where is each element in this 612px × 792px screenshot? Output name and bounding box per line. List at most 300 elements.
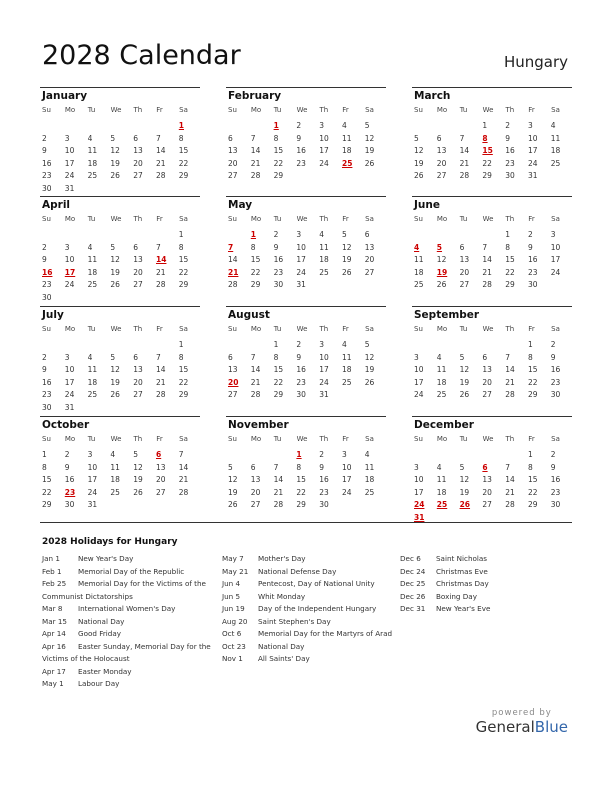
weekday-label: Su: [414, 215, 423, 223]
holiday-date: Dec 6: [400, 554, 421, 563]
day-cell: 24: [319, 377, 329, 387]
day-cell: 2: [319, 450, 324, 459]
day-cell: 13: [228, 146, 238, 155]
day-cell: 10: [64, 255, 75, 264]
day-cell: 19: [110, 377, 120, 387]
day-cell: 2: [42, 242, 47, 252]
day-cell: 22: [178, 158, 189, 168]
day-cell: 21: [250, 158, 261, 168]
weekday-label: Su: [42, 435, 51, 443]
day-cell: 13: [436, 146, 447, 155]
day-cell: 20: [364, 255, 375, 264]
day-cell: 4: [341, 121, 347, 130]
day-cell: 16: [42, 158, 52, 168]
day-cell: 6: [133, 133, 138, 143]
day-cell: 27: [482, 500, 492, 509]
day-cell: 8: [296, 462, 302, 472]
holiday-item: [222, 553, 397, 566]
day-cell: 25: [110, 487, 120, 497]
holiday-name: Pentecost, Day of National Unity: [258, 579, 375, 588]
day-cell: 25: [550, 158, 561, 168]
day-cell: 8: [178, 242, 184, 252]
day-cell: 23: [42, 280, 52, 289]
weekday-label: Fr: [528, 106, 535, 114]
day-cell: 22: [296, 487, 306, 497]
holiday-day-cell: 21: [228, 267, 239, 277]
day-cell: 3: [414, 462, 419, 472]
day-cell: 26: [364, 158, 375, 168]
day-cell: 29: [527, 390, 538, 399]
holiday-date: Oct 6: [222, 629, 242, 638]
day-cell: 22: [273, 377, 284, 387]
holiday-date: May 7: [222, 554, 244, 563]
day-cell: 5: [414, 133, 419, 143]
day-cell: 28: [155, 171, 166, 180]
day-cell: 8: [527, 462, 533, 472]
empty-cell: [458, 449, 481, 462]
day-cell: 18: [364, 475, 375, 484]
day-cell: 14: [250, 365, 261, 374]
empty-cell: [503, 339, 526, 352]
day-cell: 28: [178, 487, 189, 497]
day-cell: 11: [341, 352, 352, 362]
day-cell: 26: [364, 377, 375, 387]
holiday-name: Day of the Independent Hungary: [258, 604, 377, 613]
day-cell: 9: [296, 352, 302, 362]
holiday-day-cell: 1: [296, 450, 302, 459]
month-september: [412, 306, 572, 402]
empty-cell: [131, 339, 154, 352]
day-cell: 19: [459, 377, 470, 387]
day-cell: 6: [250, 462, 256, 472]
day-cell: 23: [319, 487, 329, 497]
weekday-label: We: [296, 215, 308, 223]
day-cell: 16: [505, 146, 515, 155]
weekday-label: Su: [228, 215, 237, 223]
weekday-label: Fr: [156, 435, 163, 443]
day-cell: 17: [64, 377, 75, 387]
holiday-date: Dec 24: [400, 566, 426, 576]
holiday-item: [42, 603, 217, 616]
day-cell: 9: [273, 242, 279, 252]
day-grid: [412, 449, 572, 524]
empty-cell: [226, 120, 249, 133]
weekday-header: [40, 432, 200, 445]
weekday-label: Mo: [64, 325, 76, 333]
day-cell: 10: [319, 352, 329, 362]
holiday-item: [42, 678, 217, 691]
day-cell: 4: [436, 352, 442, 362]
day-cell: 31: [527, 171, 538, 180]
section-divider: [40, 522, 572, 523]
day-cell: 2: [64, 450, 70, 459]
empty-cell: [458, 339, 481, 352]
weekday-label: We: [110, 215, 122, 223]
day-cell: 24: [87, 487, 98, 497]
day-cell: 5: [364, 340, 370, 349]
weekday-label: We: [110, 106, 122, 114]
day-cell: 17: [319, 146, 329, 155]
weekday-header: [226, 432, 386, 445]
empty-cell: [154, 229, 177, 242]
weekday-label: Tu: [87, 106, 96, 114]
day-cell: 20: [133, 267, 143, 277]
day-cell: 14: [228, 255, 238, 264]
day-cell: 17: [527, 146, 538, 155]
weekday-label: Mo: [250, 106, 262, 114]
empty-cell: [412, 339, 435, 352]
day-cell: 25: [319, 267, 329, 277]
day-cell: 6: [228, 133, 233, 143]
month-march: [412, 87, 572, 183]
empty-cell: [435, 449, 458, 462]
month-february: [226, 87, 386, 183]
day-cell: 12: [133, 462, 143, 472]
day-cell: 25: [87, 171, 98, 180]
day-cell: 27: [133, 390, 143, 399]
day-cell: 23: [550, 377, 561, 387]
day-grid: [40, 339, 200, 414]
weekday-label: Sa: [551, 106, 560, 114]
day-cell: 18: [87, 158, 98, 168]
holiday-column: [222, 553, 397, 666]
day-cell: 31: [64, 402, 75, 412]
weekday-label: Th: [505, 435, 515, 443]
day-cell: 10: [414, 475, 424, 484]
day-cell: 2: [42, 133, 47, 143]
day-cell: 15: [178, 365, 189, 374]
weekday-header: [40, 212, 200, 225]
brand-logo: [476, 708, 568, 736]
day-cell: 29: [273, 171, 284, 180]
holiday-item: [42, 578, 217, 603]
weekday-label: Mo: [64, 106, 76, 114]
day-cell: 2: [505, 121, 510, 130]
month-january: [40, 87, 200, 195]
month-june: [412, 196, 572, 292]
day-grid: [226, 449, 386, 512]
holiday-name: New Year's Eve: [436, 604, 491, 613]
holiday-item: [222, 628, 397, 641]
holiday-date: Jun 4: [222, 579, 241, 588]
holiday-item: [42, 616, 217, 629]
weekday-label: Fr: [342, 215, 349, 223]
day-cell: 7: [459, 133, 465, 143]
weekday-label: Th: [133, 435, 143, 443]
day-cell: 23: [550, 487, 561, 497]
day-cell: 10: [341, 462, 352, 472]
page-title: 2028 Calendar: [42, 40, 241, 71]
day-cell: 24: [550, 267, 561, 277]
day-cell: 19: [228, 487, 238, 497]
holiday-name: Easter Monday: [78, 666, 132, 676]
day-cell: 5: [110, 133, 116, 143]
day-cell: 28: [155, 280, 166, 289]
day-cell: 3: [64, 242, 70, 252]
day-cell: 13: [250, 475, 261, 484]
day-cell: 11: [87, 365, 98, 374]
day-cell: 1: [482, 121, 488, 130]
day-cell: 4: [341, 340, 347, 349]
day-cell: 5: [110, 352, 116, 362]
day-cell: 23: [505, 158, 515, 168]
day-cell: 9: [42, 365, 47, 374]
day-cell: 5: [110, 242, 116, 252]
weekday-label: Tu: [273, 106, 282, 114]
holiday-day-cell: 26: [459, 500, 471, 509]
weekday-label: Th: [133, 215, 143, 223]
day-cell: 22: [527, 377, 538, 387]
holiday-item: [222, 653, 397, 666]
month-october: [40, 416, 200, 512]
day-cell: 18: [87, 377, 98, 387]
day-cell: 9: [550, 462, 556, 472]
day-cell: 21: [505, 377, 515, 387]
day-cell: 26: [436, 280, 447, 289]
day-cell: 26: [133, 487, 143, 497]
holiday-date: Apr 14: [42, 629, 66, 638]
month-name: August: [228, 309, 270, 321]
day-cell: 14: [482, 255, 492, 264]
day-cell: 25: [87, 390, 98, 399]
day-cell: 10: [64, 365, 75, 374]
empty-cell: [108, 229, 131, 242]
day-cell: 12: [228, 475, 238, 484]
day-cell: 26: [110, 280, 120, 289]
day-cell: 1: [178, 230, 184, 239]
day-cell: 5: [364, 121, 370, 130]
day-cell: 24: [64, 390, 75, 399]
holiday-name: Whit Monday: [258, 591, 306, 601]
day-cell: 2: [42, 352, 47, 362]
day-cell: 12: [110, 146, 120, 155]
day-cell: 14: [178, 462, 189, 472]
holiday-name: Mother's Day: [258, 554, 306, 563]
empty-cell: [154, 120, 177, 133]
empty-cell: [480, 339, 503, 352]
empty-cell: [86, 339, 109, 352]
day-cell: 24: [527, 158, 538, 168]
day-cell: 19: [110, 267, 120, 277]
holiday-date: Feb 1: [42, 566, 62, 576]
weekday-label: Sa: [551, 215, 560, 223]
day-cell: 4: [87, 242, 93, 252]
holiday-name: Memorial Day for the Martyrs of Arad: [258, 629, 393, 638]
day-cell: 15: [527, 475, 538, 484]
holiday-item: [222, 616, 397, 629]
weekday-label: Su: [42, 325, 51, 333]
day-cell: 11: [414, 255, 424, 264]
month-august: [226, 306, 386, 402]
day-cell: 29: [178, 390, 189, 399]
holiday-date: Mar 8: [42, 604, 63, 613]
holiday-day-cell: 17: [64, 267, 76, 277]
empty-cell: [458, 120, 481, 133]
month-name: January: [42, 90, 88, 102]
weekday-label: Mo: [436, 435, 448, 443]
day-cell: 19: [364, 365, 375, 374]
day-cell: 10: [296, 242, 306, 252]
weekday-label: Su: [414, 325, 423, 333]
day-cell: 1: [505, 230, 510, 239]
weekday-label: Tu: [459, 215, 468, 223]
day-cell: 5: [459, 352, 465, 362]
holiday-item: [400, 578, 575, 591]
day-cell: 24: [296, 267, 306, 277]
weekday-label: Fr: [528, 435, 535, 443]
day-cell: 8: [505, 242, 510, 252]
day-cell: 20: [482, 487, 492, 497]
day-cell: 11: [319, 242, 329, 252]
day-cell: 24: [64, 280, 75, 289]
day-cell: 13: [482, 365, 492, 374]
day-cell: 18: [436, 377, 447, 387]
holiday-day-cell: 24: [414, 500, 425, 509]
holiday-day-cell: 23: [64, 487, 76, 497]
day-cell: 24: [64, 171, 75, 180]
day-cell: 15: [273, 146, 284, 155]
weekday-label: We: [110, 325, 122, 333]
day-cell: 21: [505, 487, 515, 497]
weekday-label: Fr: [342, 325, 349, 333]
holiday-day-cell: 20: [228, 377, 239, 387]
weekday-label: Mo: [64, 435, 76, 443]
weekday-header: [412, 103, 572, 116]
day-cell: 14: [155, 365, 166, 374]
holiday-date: May 21: [222, 566, 249, 576]
day-cell: 2: [550, 340, 556, 349]
day-cell: 3: [341, 450, 347, 459]
weekday-label: Fr: [342, 435, 349, 443]
empty-cell: [63, 120, 86, 133]
day-cell: 14: [273, 475, 284, 484]
day-cell: 18: [87, 267, 98, 277]
holiday-day-cell: 6: [155, 450, 162, 459]
day-cell: 3: [319, 121, 324, 130]
day-cell: 30: [296, 390, 306, 399]
month-name: April: [42, 199, 71, 211]
holiday-item: [222, 641, 397, 654]
day-cell: 5: [228, 462, 233, 472]
weekday-label: Tu: [87, 325, 96, 333]
day-cell: 10: [527, 133, 538, 143]
day-cell: 8: [178, 133, 184, 143]
holiday-item: [42, 553, 217, 566]
weekday-label: Tu: [273, 325, 282, 333]
day-cell: 8: [273, 133, 279, 143]
weekday-label: Su: [42, 106, 51, 114]
holiday-name: Memorial Day for the Victims of the Communist Dictatorships: [42, 579, 206, 601]
weekday-label: Sa: [551, 325, 560, 333]
holiday-date: Oct 23: [222, 641, 246, 651]
holiday-column: [400, 553, 575, 616]
weekday-label: Mo: [250, 215, 262, 223]
month-may: [226, 196, 386, 292]
day-cell: 12: [110, 255, 120, 264]
day-cell: 21: [155, 158, 166, 168]
day-cell: 11: [110, 462, 120, 472]
holiday-item: [222, 566, 397, 579]
day-cell: 20: [133, 377, 143, 387]
holiday-day-cell: 1: [250, 230, 257, 239]
day-cell: 20: [228, 158, 238, 168]
empty-cell: [480, 229, 503, 242]
day-cell: 19: [133, 475, 143, 484]
day-cell: 16: [296, 365, 306, 374]
month-name: March: [414, 90, 451, 102]
day-cell: 27: [482, 390, 492, 399]
day-cell: 12: [459, 365, 470, 374]
day-cell: 4: [87, 352, 93, 362]
day-cell: 25: [364, 487, 375, 497]
day-cell: 17: [64, 158, 75, 168]
holiday-day-cell: 31: [414, 512, 425, 522]
weekday-label: Fr: [342, 106, 349, 114]
holiday-name: Boxing Day: [436, 591, 477, 601]
day-cell: 26: [414, 171, 424, 180]
empty-cell: [40, 339, 63, 352]
month-name: February: [228, 90, 282, 102]
empty-cell: [86, 120, 109, 133]
day-cell: 10: [87, 462, 98, 472]
empty-cell: [503, 449, 526, 462]
weekday-label: Tu: [459, 325, 468, 333]
holiday-date: Aug 20: [222, 616, 248, 626]
day-cell: 7: [250, 133, 256, 143]
day-cell: 30: [273, 280, 284, 289]
day-cell: 14: [505, 475, 515, 484]
holidays-title: 2028 Holidays for Hungary: [42, 537, 178, 547]
day-cell: 7: [155, 352, 161, 362]
day-cell: 9: [296, 133, 302, 143]
day-cell: 8: [527, 352, 533, 362]
day-cell: 29: [42, 500, 52, 509]
day-cell: 17: [87, 475, 98, 484]
weekday-label: Tu: [87, 215, 96, 223]
day-cell: 28: [155, 390, 166, 399]
day-cell: 21: [155, 267, 166, 277]
day-cell: 27: [155, 487, 166, 497]
weekday-label: Su: [414, 106, 423, 114]
day-cell: 23: [527, 267, 538, 277]
holiday-day-cell: 19: [436, 267, 448, 277]
day-cell: 17: [414, 377, 424, 387]
holiday-item: [222, 578, 397, 591]
day-cell: 30: [505, 171, 515, 180]
holiday-item: [42, 641, 217, 666]
day-cell: 16: [273, 255, 284, 264]
day-cell: 21: [482, 267, 492, 277]
empty-cell: [86, 229, 109, 242]
day-grid: [226, 120, 386, 183]
day-cell: 21: [250, 377, 261, 387]
day-cell: 6: [436, 133, 442, 143]
weekday-label: Th: [319, 106, 329, 114]
day-cell: 18: [436, 487, 447, 497]
day-grid: [40, 120, 200, 195]
day-cell: 2: [550, 450, 556, 459]
day-cell: 28: [250, 390, 261, 399]
day-cell: 26: [110, 171, 120, 180]
weekday-label: Mo: [436, 106, 448, 114]
weekday-label: Sa: [365, 215, 374, 223]
day-cell: 12: [341, 242, 352, 252]
holiday-date: Apr 17: [42, 666, 66, 676]
day-cell: 25: [341, 377, 352, 387]
day-cell: 8: [178, 352, 184, 362]
day-cell: 16: [550, 475, 561, 484]
holiday-day-cell: 15: [482, 146, 493, 155]
